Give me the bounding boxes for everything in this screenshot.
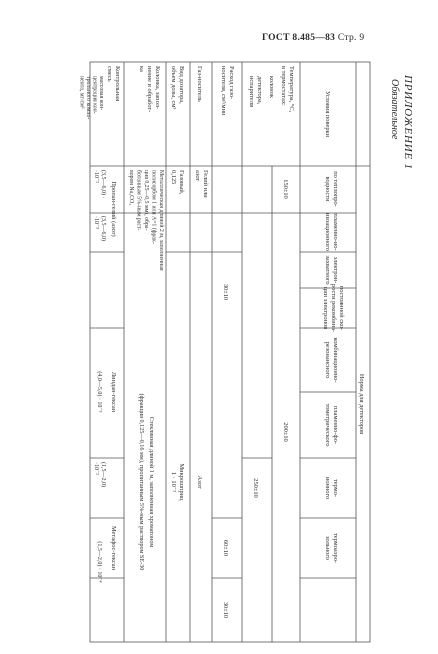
col-flame-ion: пламенно-ио-низационного — [324, 213, 339, 251]
row-flow — [220, 66, 235, 618]
svg-text:Колонка, запол-нение и обработ: Колонка, запол-нение и обработ-ка — [138, 66, 161, 113]
svg-text:Гелий илиазот: Гелий илиазот — [194, 170, 209, 198]
col-electron-capture: электрон-захватного — [324, 255, 339, 285]
svg-text:массовая кон-центрация кон-тро: массовая кон-центрация кон-трольного компо-нента, мг/см³ — [78, 76, 104, 120]
header-conditions: Условия поверки — [324, 90, 331, 138]
col-recombination: постоянной ско-рости рекомбина-ции электронов — [322, 283, 345, 333]
col-thermoaerosol: термоаэро-зольного — [324, 532, 339, 564]
header-norm: Норма для детекторов — [358, 373, 365, 435]
col-resonance: комбинационно-резонансного — [324, 337, 339, 383]
row-column — [128, 66, 165, 570]
gost-label: ГОСТ — [262, 33, 290, 43]
detector-columns — [322, 171, 345, 563]
svg-text:30±10: 30±10 — [222, 601, 229, 619]
svg-text:60±10: 60±10 — [222, 539, 229, 557]
row-temperature — [248, 66, 295, 498]
col-flame-photometric: пламенно-фо-тометрического — [324, 403, 339, 447]
svg-text:Азот: Азот — [196, 475, 203, 489]
svg-text:Металлическая длиной 2 м, запо: Металлическая длиной 2 м, заполненнаяполисорбом 1 или А=1 (фрак-ция 0,25—0,5 мм), обра-ботанным 5%-ным раст-вором Na₂CO₃ — [128, 170, 164, 271]
svg-text:Расход газо-носителя, см³/мин: Расход газо-носителя, см³/мин — [220, 66, 235, 116]
svg-text:250±10: 250±10 — [252, 478, 259, 498]
page-header — [262, 33, 364, 43]
svg-text:(3,5—6,0) ··10⁻²: (3,5—6,0) ··10⁻² — [93, 170, 106, 199]
gost-number: 8.485—83 — [292, 33, 336, 43]
row-dose — [170, 66, 185, 501]
svg-text:(3,5—6,0)·10⁻³: (3,5—6,0)·10⁻³ — [93, 216, 106, 241]
svg-text:150±10: 150±10 — [282, 179, 289, 199]
test-conditions-table — [78, 62, 370, 642]
appendix-subtitle: Обязательное — [389, 79, 400, 140]
svg-text:30±10: 30±10 — [222, 283, 229, 301]
svg-text:200±10: 200±10 — [282, 422, 289, 442]
col-thermal: по теплопро-водности — [324, 171, 339, 207]
svg-text:Температура, °С,в термостатах:: Температура, °С,в термостатах: — [280, 66, 295, 113]
svg-text:детектора,испарителя: детектора,испарителя — [248, 76, 263, 107]
appendix-title: ПРИЛОЖЕНИЕ 1 — [402, 75, 414, 170]
row-control-mixture — [79, 66, 122, 583]
col-thermoionic: термо-ионного — [324, 476, 339, 500]
page-number: Стр. 9 — [337, 33, 365, 43]
appendix-heading — [378, 75, 438, 185]
svg-text:Пропан-гелий (азот): Пропан-гелий (азот) — [110, 181, 117, 237]
svg-text:колонок: колонок — [268, 76, 275, 98]
svg-text:Микрошприц1 · 10⁻³: Микрошприц1 · 10⁻³ — [170, 463, 185, 501]
svg-text:Вид дозатора,объем дозы, см³: Вид дозатора,объем дозы, см³ — [170, 66, 185, 110]
svg-text:(1,5—2,0)·10⁻²: (1,5—2,0)·10⁻² — [93, 462, 106, 487]
svg-text:Линдан-гексан: Линдан-гексан — [110, 371, 117, 413]
svg-text:Контрольнаясмесь: Контрольнаясмесь — [106, 66, 121, 102]
svg-text:Газовый,0,125: Газовый,0,125 — [170, 170, 185, 195]
svg-text:Стеклянная длиной 1 м, заполне: Стеклянная длиной 1 м, заполненная хроматоном(фракция 0,125—0,16 мм), пропитанным 5%-ным раствором SE-30 — [138, 393, 155, 571]
svg-text:Метафос-гексан: Метафос-гексан — [110, 525, 117, 571]
row-carrier-gas — [194, 66, 209, 489]
svg-text:Газ-носитель: Газ-носитель — [196, 66, 203, 102]
svg-text:(1,5—2,0) · 10⁻⁴: (1,5—2,0) · 10⁻⁴ — [96, 541, 102, 583]
svg-text:(4,0—5,0) · 10⁻⁵: (4,0—5,0) · 10⁻⁵ — [96, 371, 102, 413]
